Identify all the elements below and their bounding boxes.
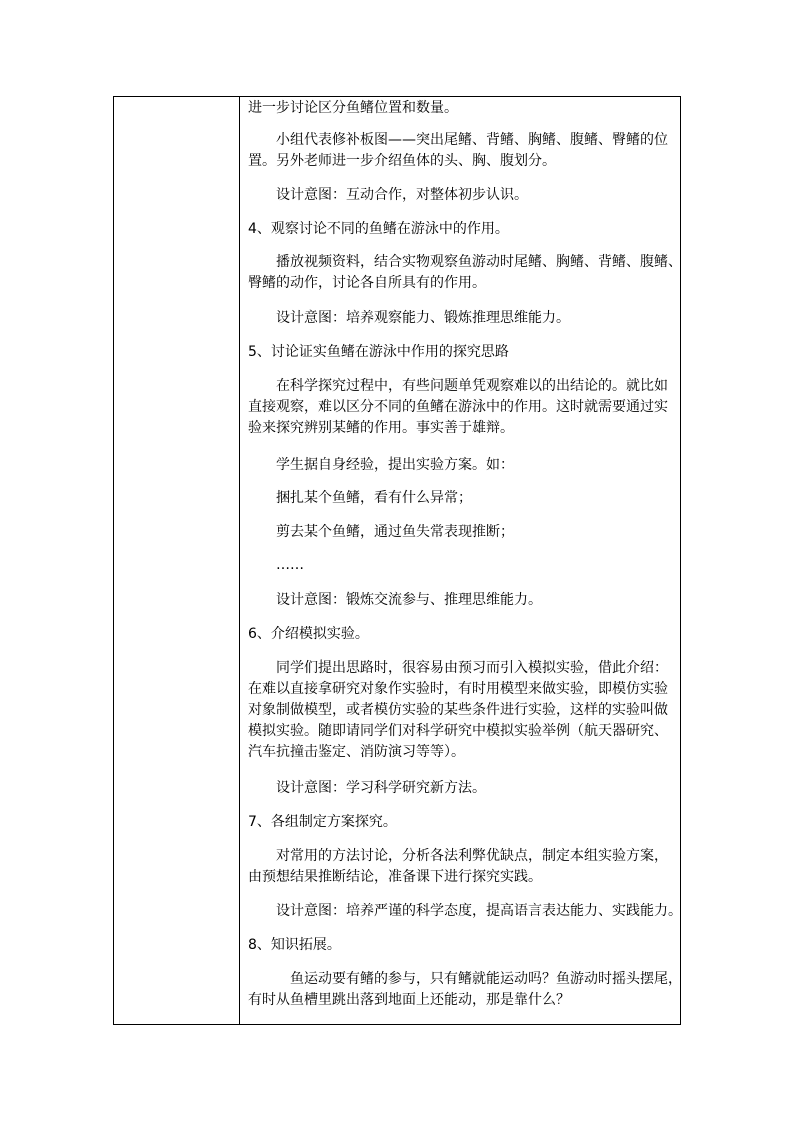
text-line: 设计意图：锻炼交流参与、推理思维能力。	[276, 592, 542, 608]
section-heading-7	[248, 812, 676, 833]
table-left-column	[114, 97, 240, 1024]
text-line: 汽车抗撞击鉴定、消防演习等等）。	[248, 744, 465, 760]
text-line: 7、各组制定方案探究。	[248, 814, 397, 830]
text-line: 设计意图：互动合作，对整体初步认识。	[276, 187, 528, 203]
section-heading-8	[248, 935, 676, 956]
text-line: 捆扎某个鱼鳍，看有什么异常；	[276, 490, 472, 506]
text-line: 鱼运动要有鳍的参与，只有鳍就能运动吗？鱼游动时摇头摆尾，	[290, 971, 682, 987]
text-line: 8、知识拓展。	[248, 937, 341, 953]
text-line: 由预想结果推断结论，准备课下进行探究实践。	[248, 869, 542, 885]
paragraph-design-intent	[248, 778, 676, 799]
paragraph-simulation	[248, 658, 676, 763]
lesson-table	[113, 96, 681, 1025]
paragraph-board-repair	[248, 130, 676, 172]
paragraph-design-intent	[248, 590, 676, 611]
section-heading-5	[248, 342, 676, 363]
paragraph-design-intent	[248, 308, 676, 329]
text-line: 5、讨论证实鱼鳍在游泳中作用的探究思路	[248, 344, 509, 360]
paragraph-intro	[248, 98, 676, 119]
text-line: 有时从鱼槽里跳出落到地面上还能动，那是靠什么？	[248, 992, 570, 1008]
paragraph-inquiry	[248, 376, 676, 439]
text-line: 对常用的方法讨论，分析各法利弊优缺点，制定本组实验方案，	[276, 848, 668, 864]
section-heading-6	[248, 624, 676, 645]
paragraph-video	[248, 252, 682, 294]
text-line: 同学们提出思路时，很容易由预习而引入模拟实验，借此介绍：	[276, 660, 668, 676]
text-line: 在难以直接拿研究对象作实验时，有时用模型来做实验，即模仿实验	[248, 681, 668, 697]
text-line: 进一步讨论区分鱼鳍位置和数量。	[248, 100, 458, 116]
paragraph-cut-fin	[248, 522, 676, 543]
text-line: ……	[276, 557, 304, 573]
text-line: 设计意图：培养严谨的科学态度，提高语言表达能力、实践能力。	[276, 903, 682, 919]
paragraph-ellipsis	[248, 555, 676, 576]
text-line: 设计意图：培养观察能力、锻炼推理思维能力。	[276, 310, 570, 326]
paragraph-methods	[248, 846, 676, 888]
text-line: 直接观察，难以区分不同的鱼鳍在游泳中的作用。这时就需要通过实	[248, 399, 668, 415]
table-content-column	[241, 97, 680, 1024]
text-line: 在科学探究过程中，有些问题单凭观察难以的出结论的。就比如	[276, 378, 668, 394]
paragraph-design-intent	[248, 901, 682, 922]
paragraph-students	[248, 455, 676, 476]
section-heading-4	[248, 219, 676, 240]
text-line: 学生据自身经验，提出实验方案。如：	[276, 457, 514, 473]
paragraph-design-intent	[248, 185, 676, 206]
text-line: 6、介绍模拟实验。	[248, 626, 369, 642]
text-line: 置。另外老师进一步介绍鱼体的头、胸、腹划分。	[248, 153, 556, 169]
text-line: 播放视频资料，结合实物观察鱼游动时尾鳍、胸鳍、背鳍、腹鳍、	[276, 254, 682, 270]
text-line: 对象制做模型，或者模仿实验的某些条件进行实验，这样的实验叫做	[248, 702, 668, 718]
text-line: 模拟实验。随即请同学们对科学研究中模拟实验举例（航天器研究、	[248, 723, 668, 739]
text-line: 剪去某个鱼鳍，通过鱼失常表现推断；	[276, 524, 514, 540]
text-line: 4、观察讨论不同的鱼鳍在游泳中的作用。	[248, 221, 509, 237]
text-line: 验来探究辨别某鳍的作用。事实善于雄辩。	[248, 420, 514, 436]
text-line: 臀鳍的动作，讨论各自所具有的作用。	[248, 275, 486, 291]
paragraph-bind-fin	[248, 488, 676, 509]
text-line: 小组代表修补板图——突出尾鳍、背鳍、胸鳍、腹鳍、臀鳍的位	[276, 132, 668, 148]
paragraph-extension	[248, 969, 682, 1011]
text-line: 设计意图：学习科学研究新方法。	[276, 780, 486, 796]
